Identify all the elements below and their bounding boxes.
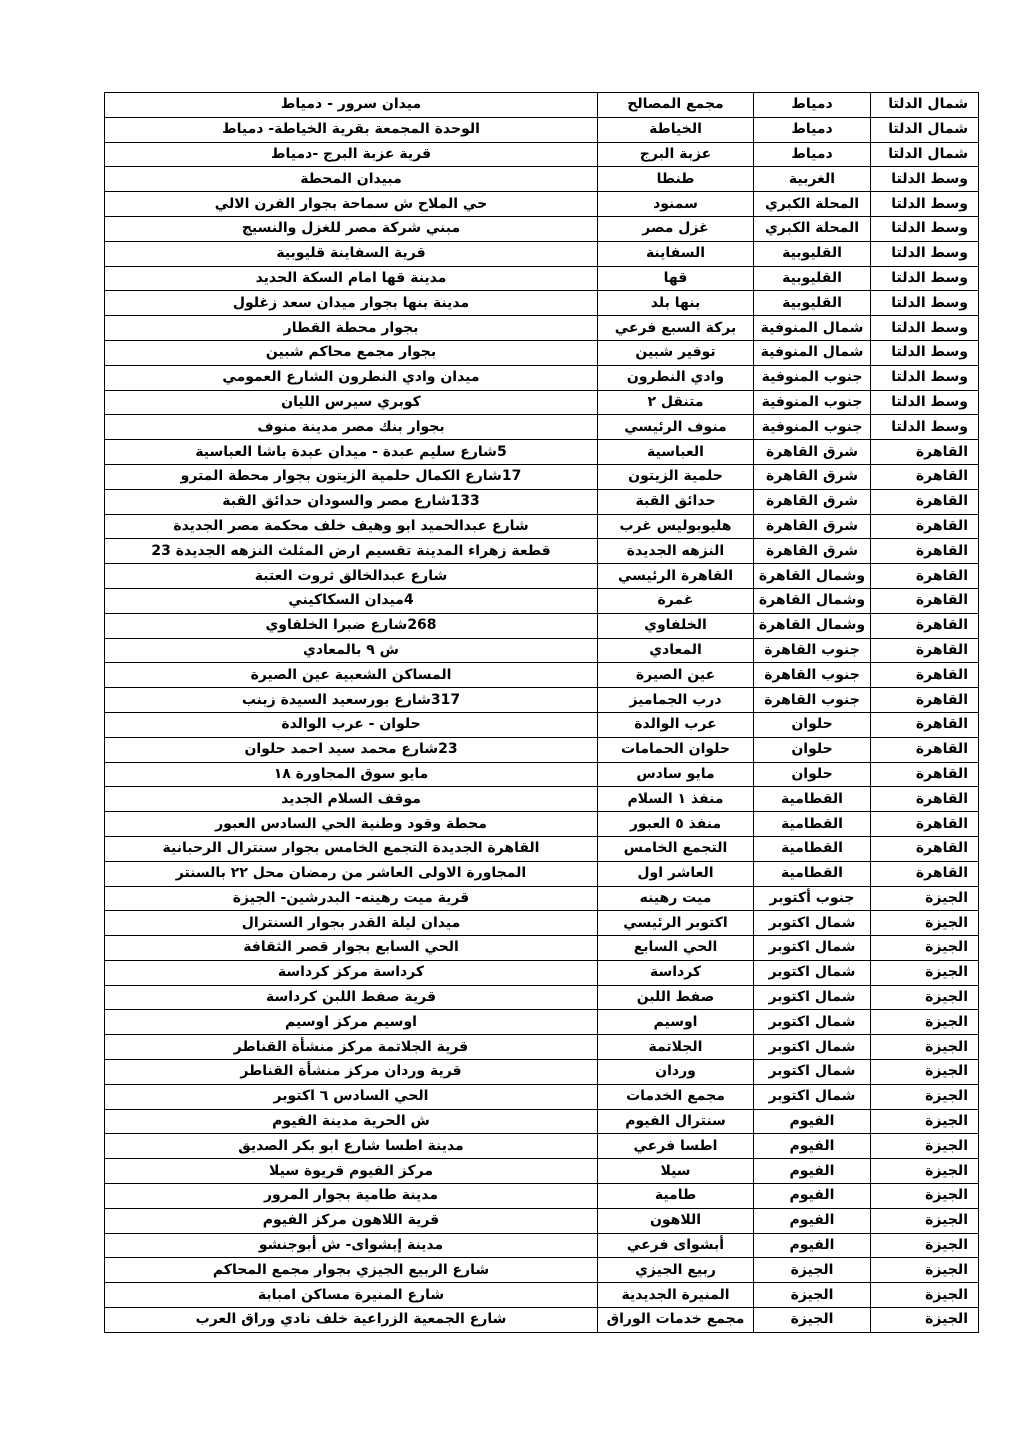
address-cell: قرية اللاهون مركز الفيوم <box>105 1208 598 1233</box>
table-row <box>105 316 979 341</box>
branch-cell: طامية <box>598 1184 754 1209</box>
branch-cell: اطسا فرعي <box>598 1134 754 1159</box>
address-cell: قرية السفاينة قليوبية <box>105 241 598 266</box>
governorate-cell: القليوبية <box>754 241 871 266</box>
table-row <box>105 588 979 613</box>
governorate-cell: الفيوم <box>754 1134 871 1159</box>
branch-cell: العباسية <box>598 440 754 465</box>
branch-cell: توفير شبين <box>598 340 754 365</box>
table-row <box>105 1159 979 1184</box>
branch-cell: منفذ ٥ العبور <box>598 812 754 837</box>
governorate-cell: شمال المنوفية <box>754 340 871 365</box>
governorate-cell: الفيوم <box>754 1159 871 1184</box>
governorate-cell: المحلة الكبري <box>754 216 871 241</box>
governorate-cell: شمال اكتوبر <box>754 960 871 985</box>
branch-cell: المعادي <box>598 638 754 663</box>
branch-cell: النزهه الجديدة <box>598 539 754 564</box>
table-row <box>105 911 979 936</box>
table-body <box>105 93 979 1333</box>
governorate-cell: دمياط <box>754 93 871 118</box>
branch-cell: كرداسة <box>598 960 754 985</box>
governorate-cell: جنوب أكتوبر <box>754 886 871 911</box>
governorate-cell: جنوب المنوفية <box>754 415 871 440</box>
table-row <box>105 117 979 142</box>
branch-cell: مايو سادس <box>598 762 754 787</box>
region-cell: القاهرة <box>871 762 979 787</box>
governorate-cell: الفيوم <box>754 1109 871 1134</box>
branch-cell: غزل مصر <box>598 216 754 241</box>
address-cell: محطة وقود وطنية الحي السادس العبور <box>105 812 598 837</box>
table-row <box>105 861 979 886</box>
address-cell: ميدان وادي النطرون الشارع العمومي <box>105 365 598 390</box>
governorate-cell: وشمال القاهرة <box>754 588 871 613</box>
region-cell: القاهرة <box>871 638 979 663</box>
branch-cell: متنقل ٢ <box>598 390 754 415</box>
address-cell: شارع عبدالحميد ابو وهيف خلف محكمة مصر الجديدة <box>105 514 598 539</box>
region-cell: وسط الدلتا <box>871 365 979 390</box>
governorate-cell: شرق القاهرة <box>754 489 871 514</box>
branch-cell: اوسيم <box>598 1010 754 1035</box>
region-cell: وسط الدلتا <box>871 266 979 291</box>
table-row <box>105 762 979 787</box>
governorate-cell: شمال المنوفية <box>754 316 871 341</box>
address-cell: موقف السلام الجديد <box>105 787 598 812</box>
region-cell: القاهرة <box>871 663 979 688</box>
region-cell: الجيزة <box>871 1208 979 1233</box>
branch-cell: بنها بلد <box>598 291 754 316</box>
table-row <box>105 266 979 291</box>
region-cell: وسط الدلتا <box>871 241 979 266</box>
table-row <box>105 564 979 589</box>
branch-cell: الحي السابع <box>598 936 754 961</box>
address-cell: ميدان ليلة القدر بجوار السنترال <box>105 911 598 936</box>
table-row <box>105 514 979 539</box>
table-row <box>105 1258 979 1283</box>
address-cell: شارع الربيع الجيزي بجوار مجمع المحاكم <box>105 1258 598 1283</box>
address-cell: مبني شركة مصر للغزل والنسيج <box>105 216 598 241</box>
region-cell: القاهرة <box>871 812 979 837</box>
region-cell: القاهرة <box>871 861 979 886</box>
region-cell: القاهرة <box>871 712 979 737</box>
address-cell: كرداسة مركز كرداسة <box>105 960 598 985</box>
governorate-cell: جنوب القاهرة <box>754 663 871 688</box>
governorate-cell: شرق القاهرة <box>754 514 871 539</box>
region-cell: القاهرة <box>871 737 979 762</box>
governorate-cell: شمال اكتوبر <box>754 1010 871 1035</box>
branch-cell: وادي النطرون <box>598 365 754 390</box>
region-cell: القاهرة <box>871 564 979 589</box>
table-row <box>105 142 979 167</box>
address-cell: حي الملاح ش سماحة بجوار الفرن الالي <box>105 192 598 217</box>
governorate-cell: شمال اكتوبر <box>754 911 871 936</box>
governorate-cell: الجيزة <box>754 1258 871 1283</box>
region-cell: القاهرة <box>871 588 979 613</box>
governorate-cell: القطامية <box>754 812 871 837</box>
region-cell: وسط الدلتا <box>871 390 979 415</box>
region-cell: وسط الدلتا <box>871 216 979 241</box>
address-cell: المجاورة الاولى العاشر من رمضان محل ٢٢ بالسنتر <box>105 861 598 886</box>
address-cell: مدينة اطسا شارع ابو بكر الصديق <box>105 1134 598 1159</box>
region-cell: الجيزة <box>871 1035 979 1060</box>
branch-cell: حلوان الحمامات <box>598 737 754 762</box>
document-page <box>104 92 979 1333</box>
governorate-cell: القطامية <box>754 861 871 886</box>
region-cell: القاهرة <box>871 613 979 638</box>
governorate-cell: وشمال القاهرة <box>754 613 871 638</box>
branch-cell: أبشواى فرعي <box>598 1233 754 1258</box>
address-cell: مبيدان المحطة <box>105 167 598 192</box>
address-cell: المساكن الشعبية عين الصيرة <box>105 663 598 688</box>
address-cell: 23شارع محمد سيد احمد حلوان <box>105 737 598 762</box>
address-cell: 5شارع سليم عبدة - ميدان عبدة باشا العباسية <box>105 440 598 465</box>
table-row <box>105 192 979 217</box>
region-cell: القاهرة <box>871 464 979 489</box>
region-cell: شمال الدلتا <box>871 142 979 167</box>
table-row <box>105 836 979 861</box>
table-row <box>105 688 979 713</box>
governorate-cell: الفيوم <box>754 1184 871 1209</box>
region-cell: وسط الدلتا <box>871 192 979 217</box>
table-row <box>105 1134 979 1159</box>
address-cell: ش ٩ بالمعادي <box>105 638 598 663</box>
address-cell: بجوار محطة القطار <box>105 316 598 341</box>
branch-cell: بركة السبع فرعي <box>598 316 754 341</box>
address-cell: 17شارع الكمال حلمية الزيتون بجوار محطة المترو <box>105 464 598 489</box>
branch-cell: عرب الوالدة <box>598 712 754 737</box>
governorate-cell: القليوبية <box>754 291 871 316</box>
table-row <box>105 415 979 440</box>
address-cell: شارع المنيرة مساكن امبابة <box>105 1283 598 1308</box>
region-cell: القاهرة <box>871 539 979 564</box>
governorate-cell: حلوان <box>754 737 871 762</box>
region-cell: القاهرة <box>871 514 979 539</box>
table-row <box>105 1035 979 1060</box>
region-cell: وسط الدلتا <box>871 291 979 316</box>
table-row <box>105 1308 979 1333</box>
address-cell: شارع الجمعية الزراعية خلف نادي وراق العرب <box>105 1308 598 1333</box>
address-cell: حلوان - عرب الوالدة <box>105 712 598 737</box>
address-cell: قرية الجلاتمة مركز منشأة القناطر <box>105 1035 598 1060</box>
branch-cell: الخياطة <box>598 117 754 142</box>
governorate-cell: الفيوم <box>754 1233 871 1258</box>
branch-cell: عين الصيرة <box>598 663 754 688</box>
table-row <box>105 464 979 489</box>
branch-cell: الخلفاوي <box>598 613 754 638</box>
branch-cell: سمنود <box>598 192 754 217</box>
region-cell: القاهرة <box>871 787 979 812</box>
address-cell: مايو سوق المجاورة ١٨ <box>105 762 598 787</box>
governorate-cell: شمال اكتوبر <box>754 1035 871 1060</box>
address-cell: الحي السابع بجوار قصر الثقافة <box>105 936 598 961</box>
branch-cell: وردان <box>598 1060 754 1085</box>
table-row <box>105 712 979 737</box>
table-row <box>105 1184 979 1209</box>
governorate-cell: شمال اكتوبر <box>754 1060 871 1085</box>
table-row <box>105 812 979 837</box>
governorate-cell: القليوبية <box>754 266 871 291</box>
table-row <box>105 1084 979 1109</box>
branch-cell: مجمع الخدمات <box>598 1084 754 1109</box>
governorate-cell: حلوان <box>754 712 871 737</box>
table-row <box>105 613 979 638</box>
table-row <box>105 539 979 564</box>
address-cell: مدينة إبشواى- ش أبوجنشو <box>105 1233 598 1258</box>
region-cell: وسط الدلتا <box>871 167 979 192</box>
region-cell: الجيزة <box>871 1308 979 1333</box>
governorate-cell: شمال اكتوبر <box>754 1084 871 1109</box>
address-cell: 317شارع بورسعيد السيدة زينب <box>105 688 598 713</box>
branch-cell: القاهرة الرئيسي <box>598 564 754 589</box>
branch-cell: درب الجماميز <box>598 688 754 713</box>
address-cell: ش الحرية مدينة الفيوم <box>105 1109 598 1134</box>
address-cell: قطعة زهراء المدينة تقسيم ارض المثلث النزهه الجديدة 23 <box>105 539 598 564</box>
address-cell: شارع عبدالخالق ثروت العتبة <box>105 564 598 589</box>
region-cell: القاهرة <box>871 440 979 465</box>
region-cell: الجيزة <box>871 1258 979 1283</box>
table-row <box>105 960 979 985</box>
table-row <box>105 365 979 390</box>
branch-cell: عزبة البرج <box>598 142 754 167</box>
branch-cell: مجمع خدمات الوراق <box>598 1308 754 1333</box>
governorate-cell: جنوب القاهرة <box>754 638 871 663</box>
address-cell: قرية صفط اللبن كرداسة <box>105 985 598 1010</box>
region-cell: الجيزة <box>871 911 979 936</box>
region-cell: الجيزة <box>871 1060 979 1085</box>
branch-cell: مجمع المصالح <box>598 93 754 118</box>
region-cell: القاهرة <box>871 688 979 713</box>
address-cell: الوحدة المجمعة بقرية الخياطة- دمياط <box>105 117 598 142</box>
table-row <box>105 663 979 688</box>
address-cell: 268شارع ضبرا الخلفاوي <box>105 613 598 638</box>
branch-cell: سيلا <box>598 1159 754 1184</box>
region-cell: الجيزة <box>871 1134 979 1159</box>
region-cell: الجيزة <box>871 1109 979 1134</box>
branch-cell: العاشر اول <box>598 861 754 886</box>
governorate-cell: القطامية <box>754 787 871 812</box>
governorate-cell: الفيوم <box>754 1208 871 1233</box>
governorate-cell: حلوان <box>754 762 871 787</box>
table-row <box>105 390 979 415</box>
branch-cell: سنترال الفيوم <box>598 1109 754 1134</box>
region-cell: الجيزة <box>871 936 979 961</box>
branch-cell: هليوبوليس غرب <box>598 514 754 539</box>
table-row <box>105 638 979 663</box>
branch-cell: ربيع الجيزي <box>598 1258 754 1283</box>
governorate-cell: الغربية <box>754 167 871 192</box>
region-cell: الجيزة <box>871 1159 979 1184</box>
address-cell: الحي السادس ٦ اكتوبر <box>105 1084 598 1109</box>
governorate-cell: جنوب القاهرة <box>754 688 871 713</box>
table-row <box>105 1283 979 1308</box>
governorate-cell: شمال اكتوبر <box>754 936 871 961</box>
table-row <box>105 985 979 1010</box>
branches-table <box>104 92 979 1333</box>
region-cell: القاهرة <box>871 489 979 514</box>
address-cell: مركز الفيوم قريوة سيلا <box>105 1159 598 1184</box>
branch-cell: حلمية الزيتون <box>598 464 754 489</box>
region-cell: الجيزة <box>871 1084 979 1109</box>
table-row <box>105 1109 979 1134</box>
branch-cell: ميت رهينه <box>598 886 754 911</box>
governorate-cell: الجيزة <box>754 1308 871 1333</box>
address-cell: ميدان سرور - دمياط <box>105 93 598 118</box>
table-row <box>105 340 979 365</box>
branch-cell: التجمع الخامس <box>598 836 754 861</box>
table-row <box>105 1208 979 1233</box>
address-cell: بجوار بنك مصر مدينة منوف <box>105 415 598 440</box>
branch-cell: طنطا <box>598 167 754 192</box>
governorate-cell: جنوب المنوفية <box>754 390 871 415</box>
table-row <box>105 167 979 192</box>
region-cell: القاهرة <box>871 836 979 861</box>
governorate-cell: شرق القاهرة <box>754 539 871 564</box>
governorate-cell: جنوب المنوفية <box>754 365 871 390</box>
table-row <box>105 291 979 316</box>
address-cell: قرية عزبة البرج -دمياط <box>105 142 598 167</box>
table-row <box>105 787 979 812</box>
branch-cell: السفاينة <box>598 241 754 266</box>
table-row <box>105 886 979 911</box>
governorate-cell: القطامية <box>754 836 871 861</box>
region-cell: شمال الدلتا <box>871 117 979 142</box>
table-row <box>105 489 979 514</box>
address-cell: القاهرة الجديدة التجمع الخامس بجوار سنترال الرحبانية <box>105 836 598 861</box>
address-cell: قرية وردان مركز منشأة القناطر <box>105 1060 598 1085</box>
table-row <box>105 93 979 118</box>
table-row <box>105 440 979 465</box>
region-cell: الجيزة <box>871 1184 979 1209</box>
region-cell: الجيزة <box>871 886 979 911</box>
address-cell: 133شارع مصر والسودان حدائق القبة <box>105 489 598 514</box>
governorate-cell: شرق القاهرة <box>754 464 871 489</box>
region-cell: الجيزة <box>871 1233 979 1258</box>
branch-cell: الجلاتمة <box>598 1035 754 1060</box>
table-row <box>105 1060 979 1085</box>
governorate-cell: المحلة الكبري <box>754 192 871 217</box>
branch-cell: قها <box>598 266 754 291</box>
governorate-cell: شرق القاهرة <box>754 440 871 465</box>
address-cell: مدينة طامية بجوار المرور <box>105 1184 598 1209</box>
region-cell: الجيزة <box>871 960 979 985</box>
table-row <box>105 1233 979 1258</box>
governorate-cell: دمياط <box>754 142 871 167</box>
region-cell: الجيزة <box>871 1283 979 1308</box>
branch-cell: منفذ ١ السلام <box>598 787 754 812</box>
address-cell: كوبري سيرس الليان <box>105 390 598 415</box>
branch-cell: صفط اللبن <box>598 985 754 1010</box>
branch-cell: منوف الرئيسي <box>598 415 754 440</box>
governorate-cell: دمياط <box>754 117 871 142</box>
branch-cell: حدائق القبة <box>598 489 754 514</box>
region-cell: وسط الدلتا <box>871 316 979 341</box>
table-row <box>105 737 979 762</box>
address-cell: مدينة بنها بجوار ميدان سعد زغلول <box>105 291 598 316</box>
governorate-cell: الجيزة <box>754 1283 871 1308</box>
governorate-cell: شمال اكتوبر <box>754 985 871 1010</box>
branch-cell: المنيرة الجديدية <box>598 1283 754 1308</box>
branch-cell: اكتوبر الرئيسي <box>598 911 754 936</box>
address-cell: 4ميدان السكاكيني <box>105 588 598 613</box>
address-cell: قرية ميت رهينه- البدرشين- الجيزة <box>105 886 598 911</box>
region-cell: وسط الدلتا <box>871 340 979 365</box>
table-row <box>105 936 979 961</box>
table-row <box>105 241 979 266</box>
address-cell: مدينة قها امام السكة الحديد <box>105 266 598 291</box>
region-cell: الجيزة <box>871 1010 979 1035</box>
region-cell: شمال الدلتا <box>871 93 979 118</box>
branch-cell: اللاهون <box>598 1208 754 1233</box>
address-cell: بجوار مجمع محاكم شبين <box>105 340 598 365</box>
branch-cell: غمرة <box>598 588 754 613</box>
region-cell: وسط الدلتا <box>871 415 979 440</box>
address-cell: اوسيم مركز اوسيم <box>105 1010 598 1035</box>
table-row <box>105 216 979 241</box>
region-cell: الجيزة <box>871 985 979 1010</box>
table-row <box>105 1010 979 1035</box>
governorate-cell: وشمال القاهرة <box>754 564 871 589</box>
